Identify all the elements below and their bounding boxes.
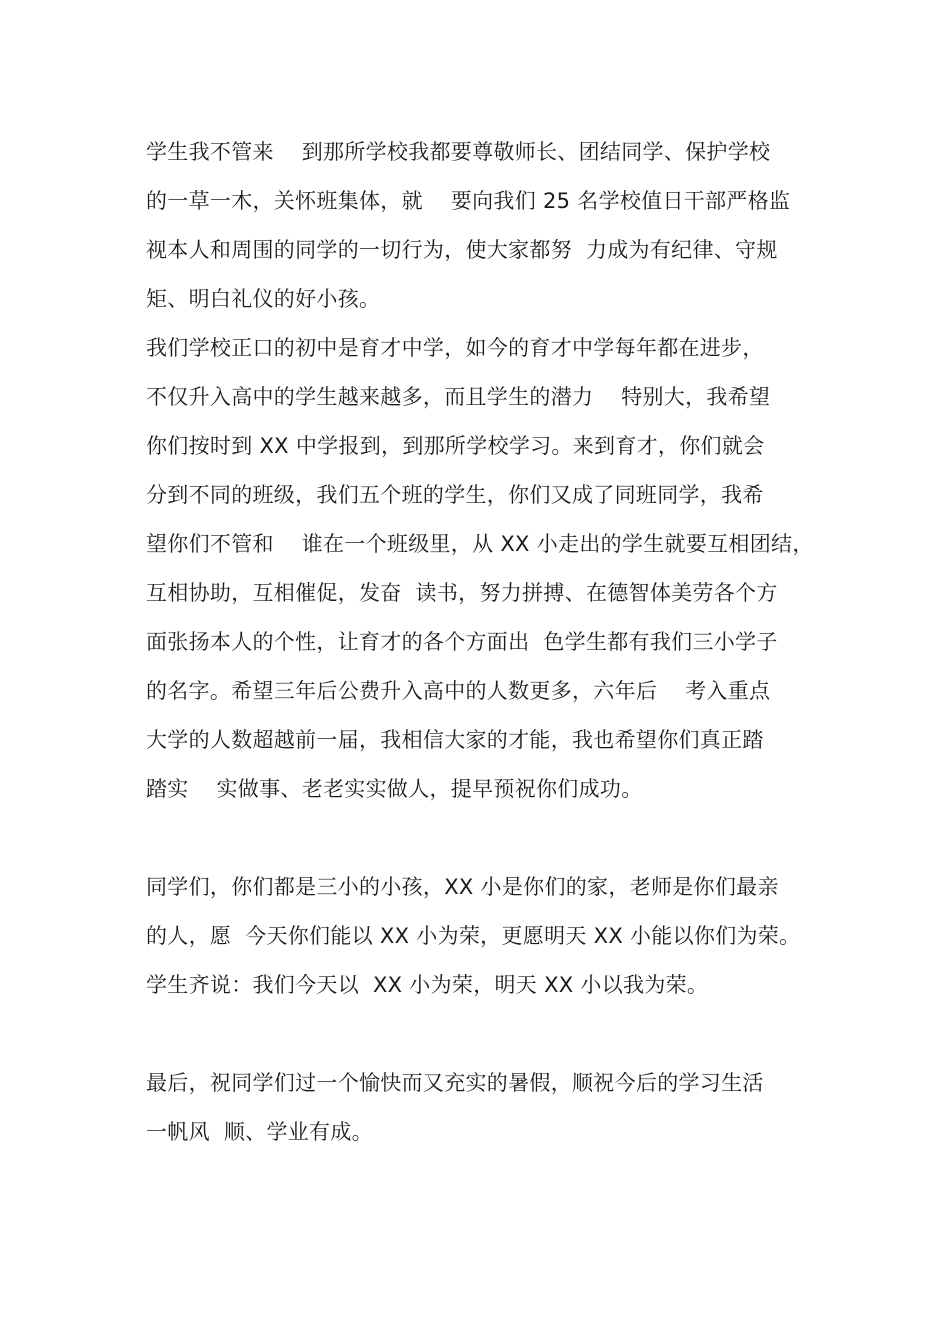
paragraph-spacer (146, 814, 836, 863)
text-line: 学生齐说：我们今天以 XX 小为荣，明天 XX 小以我为荣。 (146, 973, 709, 997)
text-line: 望你们不管和 谁在一个班级里，从 XX 小走出的学生就要互相团结， (146, 532, 814, 556)
text-line: 一帆风 顺、学业有成。 (146, 1120, 373, 1144)
text-line: 我们学校正口的初中是育才中学，如今的育才中学每年都在进步， (146, 336, 764, 360)
paragraph-2 (146, 324, 836, 814)
text-line: 你们按时到 XX 中学报到，到那所学校学习。来到育才，你们就会 (146, 434, 765, 458)
text-line: 的名字。希望三年后公费升入高中的人数更多，六年后 考入重点 (146, 679, 771, 703)
text-line: 大学的人数超越前一届，我相信大家的才能，我也希望你们真正踏 (146, 728, 764, 752)
paragraph-spacer (146, 1010, 836, 1059)
document-body (146, 128, 836, 1157)
text-line: 的一草一木，关怀班集体，就 要向我们 25 名学校值日干部严格监 (146, 189, 791, 213)
text-line: 同学们，你们都是三小的小孩，XX 小是你们的家，老师是你们最亲 (146, 875, 779, 899)
text-line: 分到不同的班级，我们五个班的学生，你们又成了同班同学，我希 (146, 483, 764, 507)
paragraph-4 (146, 1059, 836, 1157)
text-line: 视本人和周围的同学的一切行为，使大家都努 力成为有纪律、守规 (146, 238, 778, 262)
text-line: 互相协助，互相催促，发奋 读书，努力拼搏、在德智体美劳各个方 (146, 581, 778, 605)
text-line: 面张扬本人的个性，让育才的各个方面出 色学生都有我们三小学子 (146, 630, 778, 654)
text-line: 矩、明白礼仪的好小孩。 (146, 287, 381, 311)
text-line: 的人，愿 今天你们能以 XX 小为荣，更愿明天 XX 小能以你们为荣。 (146, 924, 801, 948)
paragraph-3 (146, 863, 836, 1010)
paragraph-1 (146, 128, 836, 324)
text-line: 踏实 实做事、老老实实做人，提早预祝你们成功。 (146, 777, 643, 801)
text-line: 学生我不管来 到那所学校我都要尊敬师长、团结同学、保护学校 (146, 140, 771, 164)
text-line: 不仅升入高中的学生越来越多，而且学生的潜力 特别大，我希望 (146, 385, 771, 409)
text-line: 最后，祝同学们过一个愉快而又充实的暑假，顺祝今后的学习生活 (146, 1071, 764, 1095)
